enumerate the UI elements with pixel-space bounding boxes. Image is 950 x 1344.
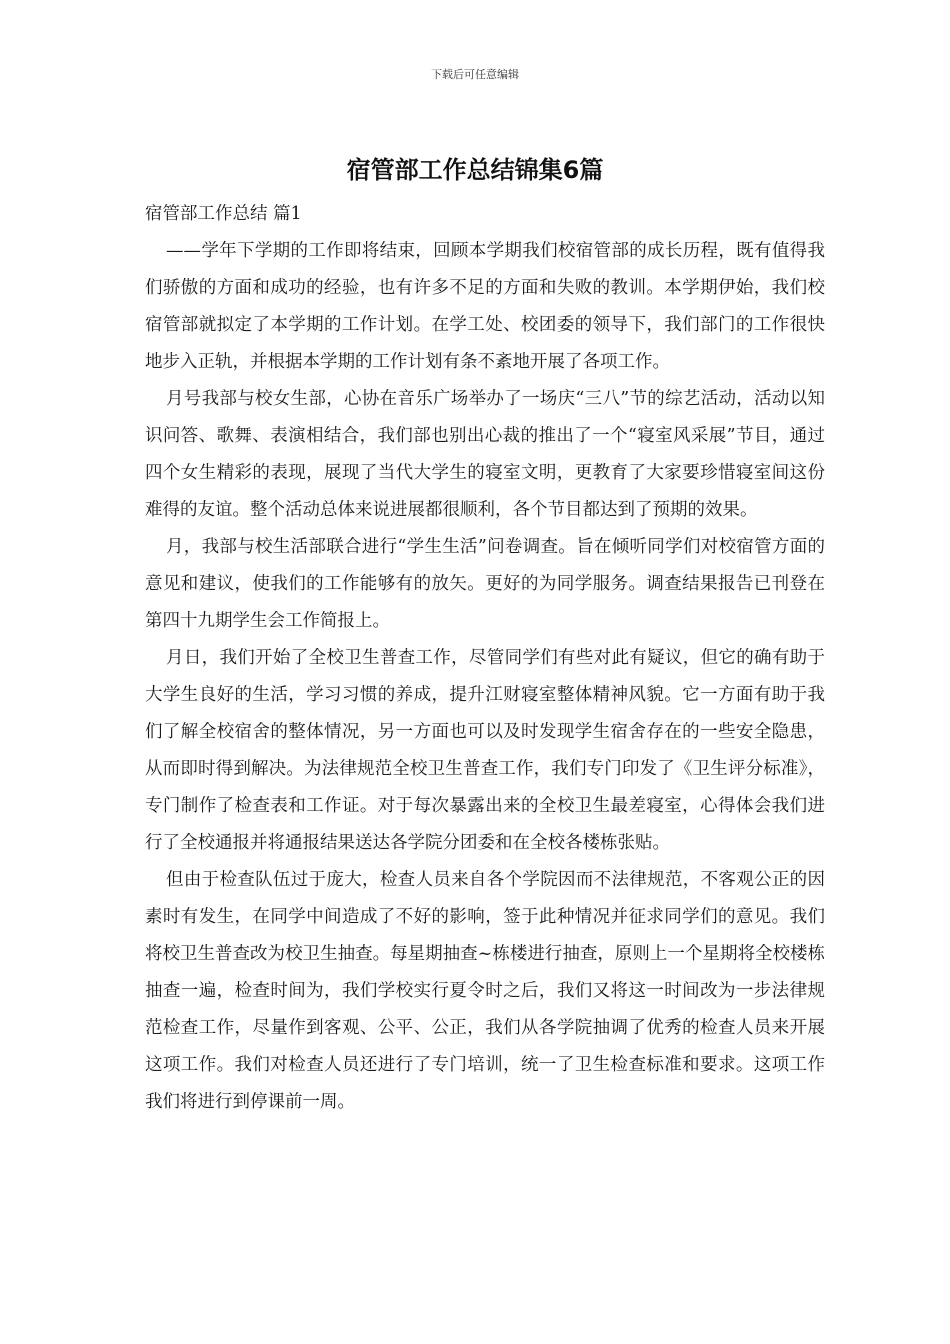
page-header-note: 下载后可任意编辑 [431,68,519,81]
document-body [145,196,825,1121]
paragraph: 月日，我们开始了全校卫生普查工作，尽管同学们有些对此有疑议，但它的确有助于大学生良好的生活，学习习惯的养成，提升江财寝室整体精神风貌。它一方面有助于我们了解全校宿舍的整体情况，另一方面也可以及时发现学生宿舍存在的一些安全隐患，从而即时得到解决。为法律规范全校卫生普查工作，我们专门印发了《卫生评分标准》，专门制作了检查表和工作证。对于每次暴露出来的全校卫生最差寝室，心得体会我们进行了全校通报并将通报结果送达各学院分团委和在全校各楼栋张贴。 [145,648,825,853]
document-title: 宿管部工作总结锦集6篇 [346,156,604,184]
paragraph: ——学年下学期的工作即将结束，回顾本学期我们校宿管部的成长历程，既有值得我们骄傲的方面和成功的经验，也有许多不足的方面和失败的教训。本学期伊始，我们校宿管部就拟定了本学期的工作计划。在学工处、校团委的领导下，我们部门的工作很快地步入正轨，并根据本学期的工作计划有条不紊地开展了各项工作。 [145,241,825,372]
paragraph: 月，我部与校生活部联合进行“学生生活”问卷调查。旨在倾听同学们对校宿管方面的意见和建议，使我们的工作能够有的放矢。更好的为同学服务。调查结果报告已刊登在第四十九期学生会工作简报上。 [145,537,825,631]
paragraph: 但由于检查队伍过于庞大，检查人员来自各个学院因而不法律规范，不客观公正的因素时有发生，在同学中间造成了不好的影响，签于此种情况并征求同学们的意见。我们将校卫生普查改为校卫生抽查。每星期抽查~栋楼进行抽查，原则上一个星期将全校楼栋抽查一遍，检查时间为，我们学校实行夏令时之后，我们又将这一时间改为一步法律规范检查工作，尽量作到客观、公平、公正，我们从各学院抽调了优秀的检查人员来开展这项工作。我们对检查人员还进行了专门培训，统一了卫生检查标准和要求。这项工作我们将进行到停课前一周。 [145,870,825,1112]
section-heading: 宿管部工作总结 篇1 [145,204,302,224]
paragraph: 月号我部与校女生部，心协在音乐广场举办了一场庆“三八”节的综艺活动，活动以知识问答、歌舞、表演相结合，我们部也别出心裁的推出了一个“寝室风采展”节目，通过四个女生精彩的表现，展现了当代大学生的寝室文明，更教育了大家要珍惜寝室间这份难得的友谊。整个活动总体来说进展都很顺利，各个节目都达到了预期的效果。 [145,389,825,520]
